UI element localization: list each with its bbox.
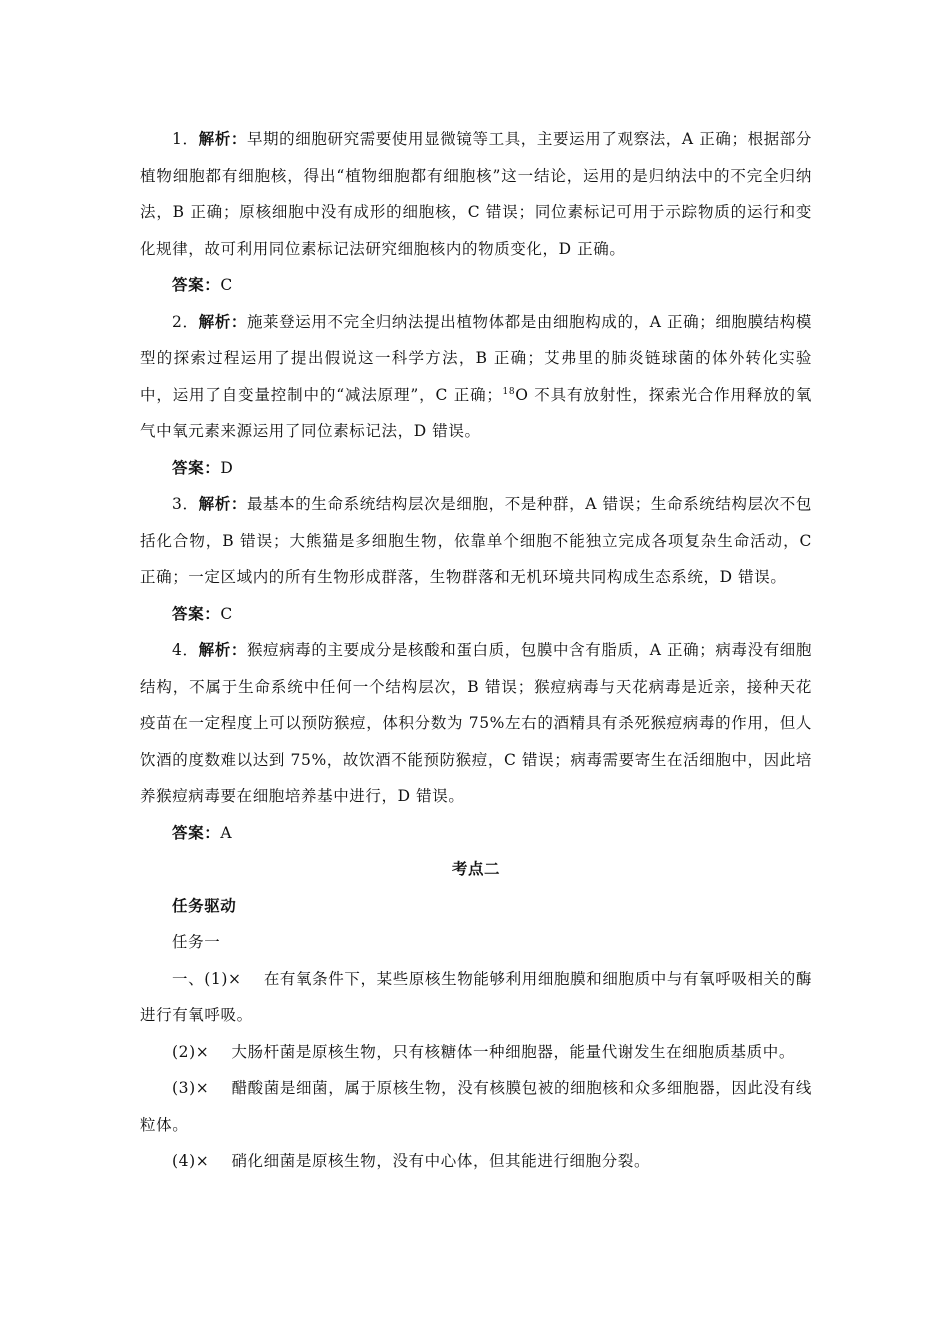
statement-text: 醋酸菌是细菌，属于原核生物，没有核膜包被的细胞核和众多细胞器，因此没有线粒体。	[140, 1079, 813, 1134]
statement-mark: (4)×	[172, 1152, 210, 1170]
explanation-text: 最基本的生命系统结构层次是细胞，不是种群，A 错误；生命系统结构层次不包括化合物，B 错误；大熊猫是多细胞生物，依靠单个细胞不能独立完成各项复杂生命活动，C 正确；一定区域内的所有生物形成群落，生物群落和无机环境共同构成生态系统，D 错误。	[140, 495, 813, 586]
answer-4	[140, 815, 812, 852]
statement-1	[140, 961, 812, 1034]
answer-label: 答案：	[172, 275, 221, 294]
explanation-2	[140, 304, 812, 450]
answer-value: C	[220, 276, 233, 294]
explanation-label: 解析：	[198, 129, 247, 148]
explanation-1	[140, 121, 812, 267]
explanation-label: 解析：	[198, 494, 247, 513]
answer-value: A	[220, 823, 233, 842]
item-number: 2．	[172, 312, 199, 331]
statement-mark: (3)×	[172, 1079, 210, 1097]
explanation-3	[140, 486, 812, 596]
explanation-text-continued: O 不具有放射性，探索光合作用释放的氧气中氧元素来源运用了同位素标记法，D 错误。	[140, 385, 812, 440]
explanation-4	[140, 632, 812, 815]
statement-4	[140, 1143, 812, 1180]
answer-2	[140, 450, 812, 487]
task-drive-heading: 任务驱动	[172, 895, 237, 915]
item-number: 1．	[172, 130, 199, 148]
item-number: 4．	[172, 641, 199, 659]
explanation-label: 解析：	[198, 311, 247, 331]
explanation-label: 解析：	[198, 640, 247, 659]
answer-label: 答案：	[172, 822, 221, 842]
answer-3	[140, 596, 812, 633]
section-title: 考点二	[451, 859, 501, 878]
answer-value: D	[220, 458, 234, 477]
statement-text: 在有氧条件下，某些原核生物能够利用细胞膜和细胞质中与有氧呼吸相关的酶进行有氧呼吸。	[140, 969, 813, 1024]
statement-mark: 一、(1)×	[172, 969, 242, 988]
explanation-text: 早期的细胞研究需要使用显微镜等工具，主要运用了观察法，A 正确；根据部分植物细胞都有细胞核，得出“植物细胞都有细胞核”这一结论，运用的是归纳法中的不完全归纳法，B 正确；原核细胞中没有成形的细胞核，C 错误；同位素标记可用于示踪物质的运行和变化规律，故可利用同位素标记法研究细胞核内的物质变化，D 正确。	[140, 130, 813, 258]
statement-2	[140, 1034, 812, 1071]
isotope-superscript: 18	[502, 386, 516, 397]
statement-text: 大肠杆菌是原核生物，只有核糖体一种细胞器，能量代谢发生在细胞质基质中。	[231, 1042, 795, 1061]
answer-1	[140, 267, 812, 304]
answer-value: C	[220, 604, 233, 623]
answer-label: 答案：	[172, 457, 221, 477]
explanation-text: 猴痘病毒的主要成分是核酸和蛋白质，包膜中含有脂质，A 正确；病毒没有细胞结构，不属于生命系统中任何一个结构层次，B 错误；猴痘病毒与天花病毒是近亲，接种天花疫苗在一定程度上可以预防猴痘，体积分数为 75%左右的酒精具有杀死猴痘病毒的作用，但人饮酒的度数难以达到 75%，故饮酒不能预防猴痘，C 错误；病毒需要寄生在活细胞中，因此培养猴痘病毒要在细胞培养基中进行，D 错误。	[140, 641, 813, 805]
answer-label: 答案：	[172, 603, 221, 623]
statement-text: 硝化细菌是原核生物，没有中心体，但其能进行细胞分裂。	[231, 1152, 651, 1170]
explanation-text: 施莱登运用不完全归纳法提出植物体都是由细胞构成的，A 正确；细胞膜结构模型的探索过程运用了提出假说这一科学方法，B 正确；艾弗里的肺炎链球菌的体外转化实验中，运用了自变量控制中的“减法原理”，C 正确；	[140, 312, 813, 404]
document-body	[140, 121, 812, 1180]
statement-mark: (2)×	[172, 1042, 210, 1061]
task-one-heading: 任务一	[172, 933, 221, 951]
item-number: 3．	[172, 495, 199, 513]
statement-3	[140, 1070, 812, 1143]
